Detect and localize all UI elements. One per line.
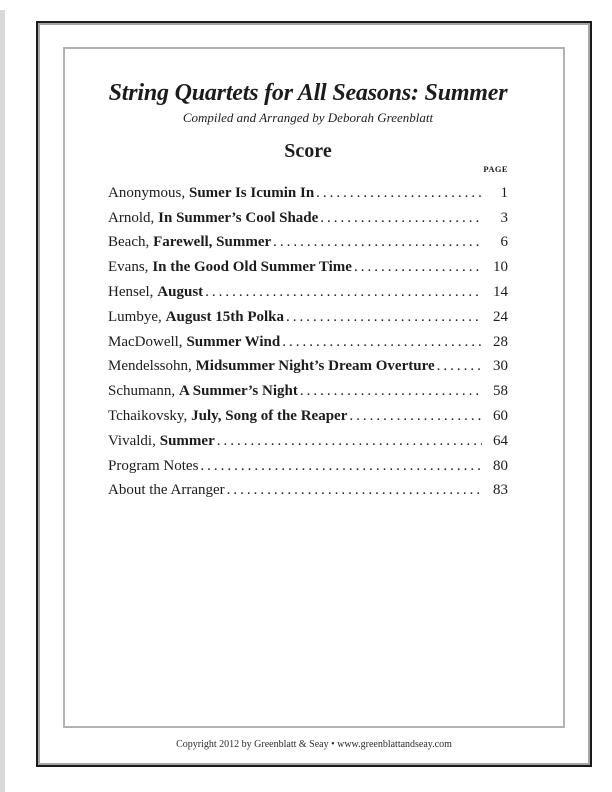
toc-entry-text: [108, 454, 198, 479]
toc-entry: [108, 478, 508, 503]
outer-border-frame: [36, 21, 592, 767]
toc-entry-page: 28: [493, 333, 508, 350]
toc-entry-composer: Lumbye,: [108, 308, 162, 325]
toc-entry: [108, 305, 508, 330]
toc-dot-leader: [205, 280, 482, 305]
toc-entry-page: 30: [493, 358, 508, 375]
toc-entry-text: [108, 330, 280, 355]
toc-entry-text: [108, 230, 271, 255]
toc-entry-page: 80: [493, 457, 508, 474]
toc-entry: [108, 429, 508, 454]
toc-entry-page: 60: [493, 407, 508, 424]
toc-entry-page: 6: [500, 234, 508, 251]
toc-entry-title: Farewell, Summer: [153, 234, 272, 251]
toc-entry-title: Sumer Is Icumin In: [188, 184, 315, 201]
toc-entry-title: Summer Wind: [186, 333, 281, 350]
toc-dot-leader: [316, 181, 482, 206]
toc-dot-leader: [437, 354, 482, 379]
toc-entry-composer: Arnold,: [108, 209, 155, 226]
toc-entry-title: August: [157, 284, 204, 300]
toc-entry: [108, 206, 508, 231]
toc-dot-leader: [349, 404, 482, 429]
section-heading: Score: [284, 140, 332, 163]
toc-dot-leader: [320, 206, 482, 231]
toc-entry-composer: Beach,: [108, 234, 150, 251]
toc-dot-leader: [273, 230, 482, 255]
toc-entry-page: 14: [493, 284, 508, 300]
page-subtitle: Compiled and Arranged by Deborah Greenblatt: [182, 109, 434, 125]
toc-entry-page: 10: [493, 259, 508, 276]
toc-entry: [108, 255, 508, 280]
toc-entry-composer: About the Arranger: [108, 482, 225, 499]
toc-entry-title: Summer: [159, 432, 215, 449]
toc-entry-title: Midsummer Night’s Dream Overture: [195, 358, 435, 375]
toc-entry-page: 1: [500, 184, 508, 201]
toc-entry: [108, 280, 508, 305]
toc-entry-composer: Schumann,: [108, 383, 176, 400]
toc-entry-page: 58: [493, 383, 508, 400]
toc-entry: [108, 181, 508, 206]
toc-dot-leader: [286, 305, 482, 330]
toc-entry-text: [108, 478, 225, 503]
toc-entry: [108, 330, 508, 355]
toc-entry-title: A Summer’s Night: [178, 383, 298, 400]
toc-entry-page: 83: [493, 482, 508, 499]
toc-entry-title: In Summer’s Cool Shade: [158, 209, 319, 226]
scan-edge-shadow: [0, 10, 5, 792]
toc-entry-page: 64: [493, 432, 508, 449]
toc-entry-text: [108, 379, 298, 404]
toc-entry-composer: MacDowell,: [108, 333, 183, 350]
toc-entry: [108, 404, 508, 429]
inner-border-frame: [63, 47, 565, 728]
toc-list: [108, 181, 508, 503]
toc-entry-page: 3: [500, 209, 508, 226]
toc-dot-leader: [217, 429, 482, 454]
page-content: [65, 49, 563, 503]
toc-entry-composer: Tchaikovsky,: [108, 407, 188, 424]
toc-dot-leader: [354, 255, 482, 280]
toc-dot-leader: [200, 454, 482, 479]
toc-entry-composer: Hensel,: [108, 284, 154, 300]
toc-entry-text: [108, 255, 352, 280]
toc-entry-text: [108, 305, 284, 330]
toc-entry-text: [108, 429, 215, 454]
page-title: String Quartets for All Seasons: Summer: [108, 80, 508, 106]
toc-entry-composer: Evans,: [108, 259, 149, 276]
toc-entry-text: [108, 280, 203, 305]
toc-entry-title: In the Good Old Summer Time: [152, 259, 352, 276]
toc-entry-title: August 15th Polka: [165, 308, 284, 325]
toc-entry-text: [108, 354, 435, 379]
toc-entry-composer: Program Notes: [108, 457, 199, 474]
toc-entry: [108, 230, 508, 255]
toc-entry-composer: Anonymous,: [108, 184, 186, 201]
footer-copyright: Copyright 2012 by Greenblatt & Seay • www.greenblattandseay.com: [176, 739, 452, 750]
toc-entry-composer: Vivaldi,: [108, 432, 156, 449]
toc-entry-page: 24: [493, 308, 508, 325]
toc-entry-text: [108, 181, 314, 206]
toc-entry-text: [108, 206, 318, 231]
toc-entry-text: [108, 404, 347, 429]
toc-dot-leader: [227, 478, 482, 503]
toc-entry: [108, 454, 508, 479]
toc-entry-composer: Mendelssohn,: [108, 358, 192, 375]
toc-dot-leader: [282, 330, 482, 355]
toc-dot-leader: [300, 379, 482, 404]
toc-entry: [108, 354, 508, 379]
page-column-label: PAGE: [483, 164, 508, 175]
toc-entry-title: July, Song of the Reaper: [191, 407, 348, 424]
toc-entry: [108, 379, 508, 404]
